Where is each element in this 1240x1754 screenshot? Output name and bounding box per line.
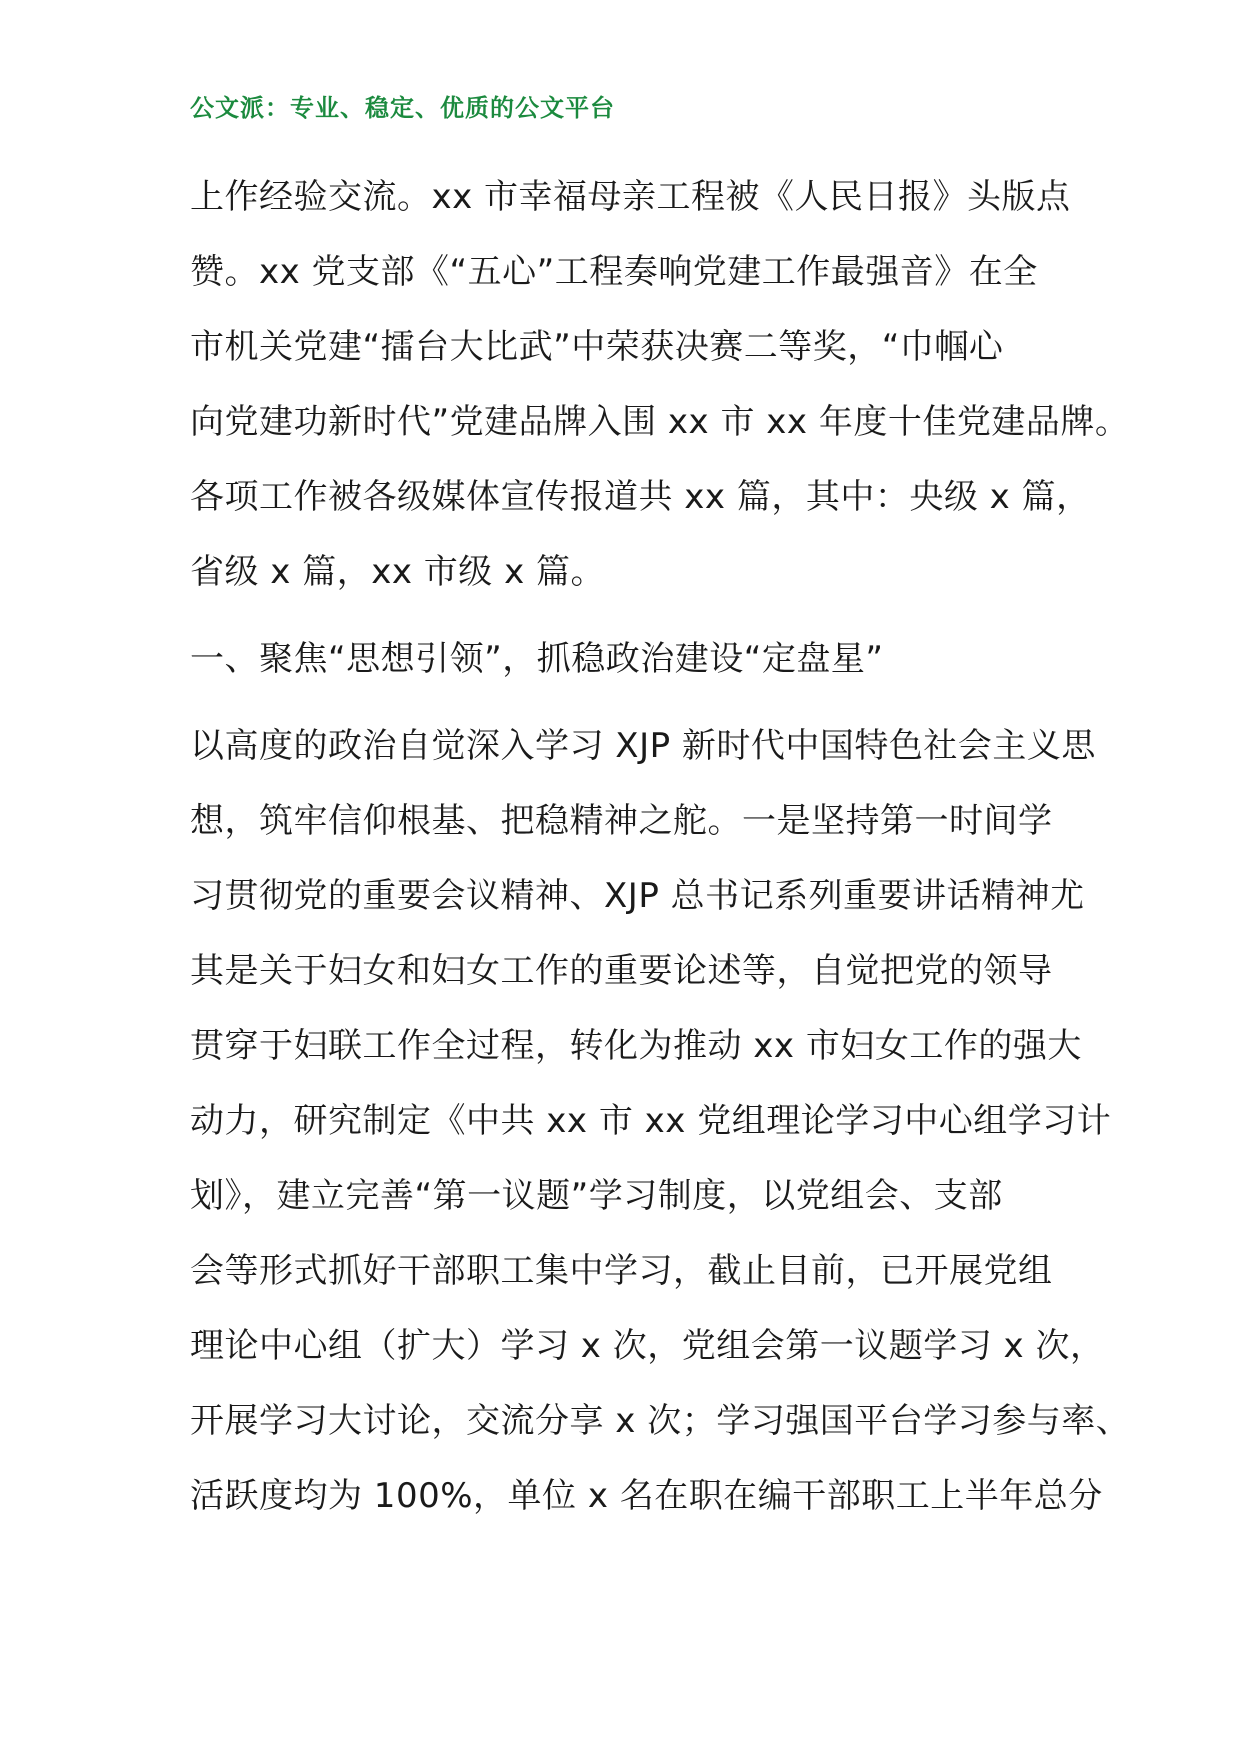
text-line: 会等形式抓好干部职工集中学习，截止目前，已开展党组 [190, 1251, 1053, 1291]
text-line: 划》，建立完善“第一议题”学习制度，以党组会、支部 [190, 1176, 1003, 1216]
text-line: 以高度的政治自觉深入学习 XJP 新时代中国特色社会主义思 [190, 726, 1096, 766]
text-line: 各项工作被各级媒体宣传报道共 xx 篇，其中：央级 x 篇， [190, 477, 1091, 517]
text-line: 开展学习大讨论，交流分享 x 次；学习强国平台学习参与率、 [190, 1401, 1131, 1441]
document-body [190, 160, 1131, 1534]
text-line: 动力，研究制定《中共 xx 市 xx 党组理论学习中心组学习计 [190, 1101, 1112, 1141]
text-line: 上作经验交流。xx 市幸福母亲工程被《人民日报》头版点 [190, 177, 1071, 217]
section-heading: 一、聚焦“思想引领”，抓稳政治建设“定盘星” [190, 639, 884, 679]
text-line: 想，筑牢信仰根基、把稳精神之舵。一是坚持第一时间学 [190, 801, 1053, 841]
text-line: 活跃度均为 100%，单位 x 名在职在编干部职工上半年总分 [190, 1476, 1103, 1516]
text-line: 理论中心组（扩大）学习 x 次，党组会第一议题学习 x 次， [190, 1326, 1105, 1366]
paragraph-2 [190, 709, 1131, 1534]
text-line: 其是关于妇女和妇女工作的重要论述等，自觉把党的领导 [190, 951, 1053, 991]
spacer [190, 697, 1070, 709]
text-line: 向党建功新时代”党建品牌入围 xx 市 xx 年度十佳党建品牌。 [190, 402, 1130, 442]
text-line: 省级 x 篇，xx 市级 x 篇。 [190, 552, 606, 592]
text-line: 习贯彻党的重要会议精神、XJP 总书记系列重要讲话精神尤 [190, 876, 1085, 916]
spacer [190, 610, 1070, 622]
site-header: 公文派：专业、稳定、优质的公文平台 [190, 94, 615, 122]
paragraph-1 [190, 160, 1130, 610]
text-line: 赞。xx 党支部《“五心”工程奏响党建工作最强音》在全 [190, 252, 1038, 292]
text-line: 贯穿于妇联工作全过程，转化为推动 xx 市妇女工作的强大 [190, 1026, 1082, 1066]
text-line: 市机关党建“擂台大比武”中荣获决赛二等奖，“巾帼心 [190, 327, 1004, 367]
